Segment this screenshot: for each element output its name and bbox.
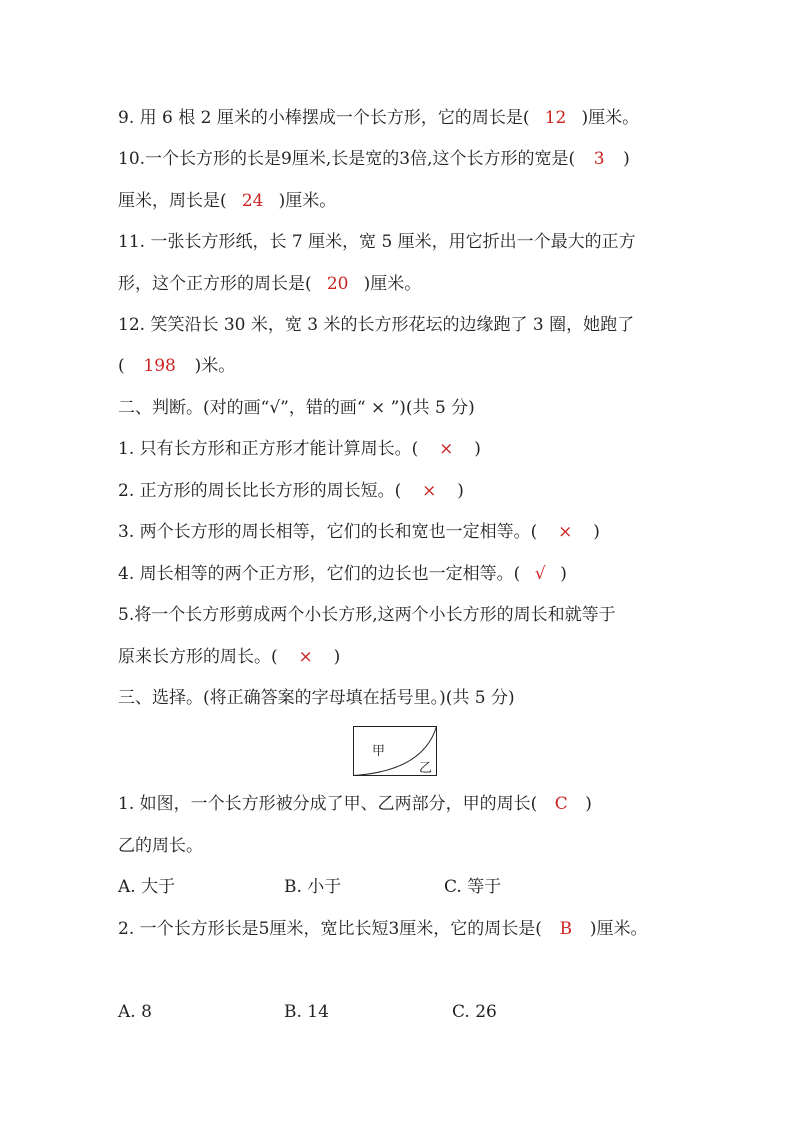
- judge-q4-line: [118, 562, 567, 586]
- judge-q2-end: ): [457, 481, 464, 501]
- judge-heading: [118, 396, 475, 420]
- judge-heading-text: 二、判断。(对的画“√”，错的画“ × ”)(共 5 分): [118, 398, 475, 418]
- rectangle-figure: [353, 726, 437, 776]
- q12-answer: 198: [143, 356, 176, 376]
- q9-text-end: )厘米。: [581, 108, 640, 128]
- judge-q3-end: ): [593, 522, 600, 542]
- q9-answer: 12: [544, 108, 567, 128]
- judge-q2-line: [118, 479, 464, 503]
- q12-bracket-open: (: [118, 356, 125, 376]
- judge-q5-text: 5.将一个长方形剪成两个小长方形,这两个小长方形的周长和就等于: [118, 605, 616, 625]
- choice-q2-option-a: A. 8: [118, 1002, 152, 1022]
- q10-text: 10.一个长方形的长是9厘米,长是宽的3倍,这个长方形的宽是(: [118, 149, 576, 169]
- choice-q2-answer: B: [559, 919, 573, 939]
- judge-q4-answer: √: [534, 564, 546, 584]
- q10-line-1: [118, 147, 630, 171]
- choice-q1-end: ): [585, 794, 592, 814]
- q9-line: [118, 106, 639, 130]
- figure-label-jia: 甲: [372, 744, 386, 759]
- choice-q1-line-2: [118, 834, 203, 858]
- q11-answer: 20: [326, 274, 349, 294]
- judge-q3-answer: ×: [558, 522, 573, 542]
- choice-q2-option-b: B. 14: [284, 1002, 329, 1022]
- judge-q5-text-2: 原来长方形的周长。(: [118, 647, 278, 667]
- q10-text-end: )厘米。: [278, 191, 337, 211]
- choice-q1-option-b: B. 小于: [284, 877, 342, 897]
- q12-line-2: [118, 354, 235, 378]
- judge-q1-line: [118, 437, 481, 461]
- choice-heading-text: 三、选择。(将正确答案的字母填在括号里。)(共 5 分): [118, 688, 515, 708]
- q10-line-2: [118, 189, 336, 213]
- choice-heading: [118, 686, 515, 710]
- q11-line-1: [118, 230, 636, 254]
- choice-q2-end: )厘米。: [589, 919, 648, 939]
- q11-line-2: [118, 272, 421, 296]
- q10-answer-perimeter: 24: [241, 191, 264, 211]
- judge-q1-answer: ×: [439, 439, 454, 459]
- choice-q1-option-a: A. 大于: [118, 877, 176, 897]
- q10-bracket: ): [623, 149, 630, 169]
- choice-q2-option-c: C. 26: [452, 1002, 497, 1022]
- figure-label-yi: 乙: [419, 761, 433, 776]
- choice-q1-answer: C: [554, 794, 568, 814]
- q10-answer-width: 3: [593, 149, 605, 169]
- judge-q5-line-2: [118, 645, 340, 669]
- q9-text: 9. 用 6 根 2 厘米的小棒摆成一个长方形，它的周长是(: [118, 108, 530, 128]
- choice-q1-text: 1. 如图，一个长方形被分成了甲、乙两部分，甲的周长(: [118, 794, 538, 814]
- q10-text-2: 厘米，周长是(: [118, 191, 227, 211]
- judge-q1-end: ): [474, 439, 481, 459]
- judge-q4-end: ): [560, 564, 567, 584]
- choice-q2-line-1: [118, 917, 648, 941]
- judge-q1-text: 1. 只有长方形和正方形才能计算周长。(: [118, 439, 419, 459]
- judge-q5-line-1: [118, 603, 616, 627]
- q11-text-end: )厘米。: [363, 274, 422, 294]
- q11-text: 11. 一张长方形纸，长 7 厘米，宽 5 厘米，用它折出一个最大的正方: [118, 232, 636, 252]
- judge-q4-text: 4. 周长相等的两个正方形，它们的边长也一定相等。(: [118, 564, 521, 584]
- q11-text-2: 形，这个正方形的周长是(: [118, 274, 312, 294]
- choice-q1-text-2: 乙的周长。: [118, 836, 203, 856]
- judge-q3-line: [118, 520, 600, 544]
- judge-q2-answer: ×: [422, 481, 437, 501]
- choice-q1-line-1: [118, 792, 592, 816]
- judge-q2-text: 2. 正方形的周长比长方形的周长短。(: [118, 481, 402, 501]
- judge-q5-answer: ×: [298, 647, 313, 667]
- q12-text-end: )米。: [194, 356, 236, 376]
- q12-text: 12. 笑笑沿长 30 米，宽 3 米的长方形花坛的边缘跑了 3 圈，她跑了: [118, 315, 635, 335]
- choice-q2-text: 2. 一个长方形长是5厘米，宽比长短3厘米，它的周长是(: [118, 919, 542, 939]
- judge-q3-text: 3. 两个长方形的周长相等，它们的长和宽也一定相等。(: [118, 522, 538, 542]
- q12-line-1: [118, 313, 634, 337]
- judge-q5-end: ): [333, 647, 341, 667]
- choice-q1-option-c: C. 等于: [444, 877, 502, 897]
